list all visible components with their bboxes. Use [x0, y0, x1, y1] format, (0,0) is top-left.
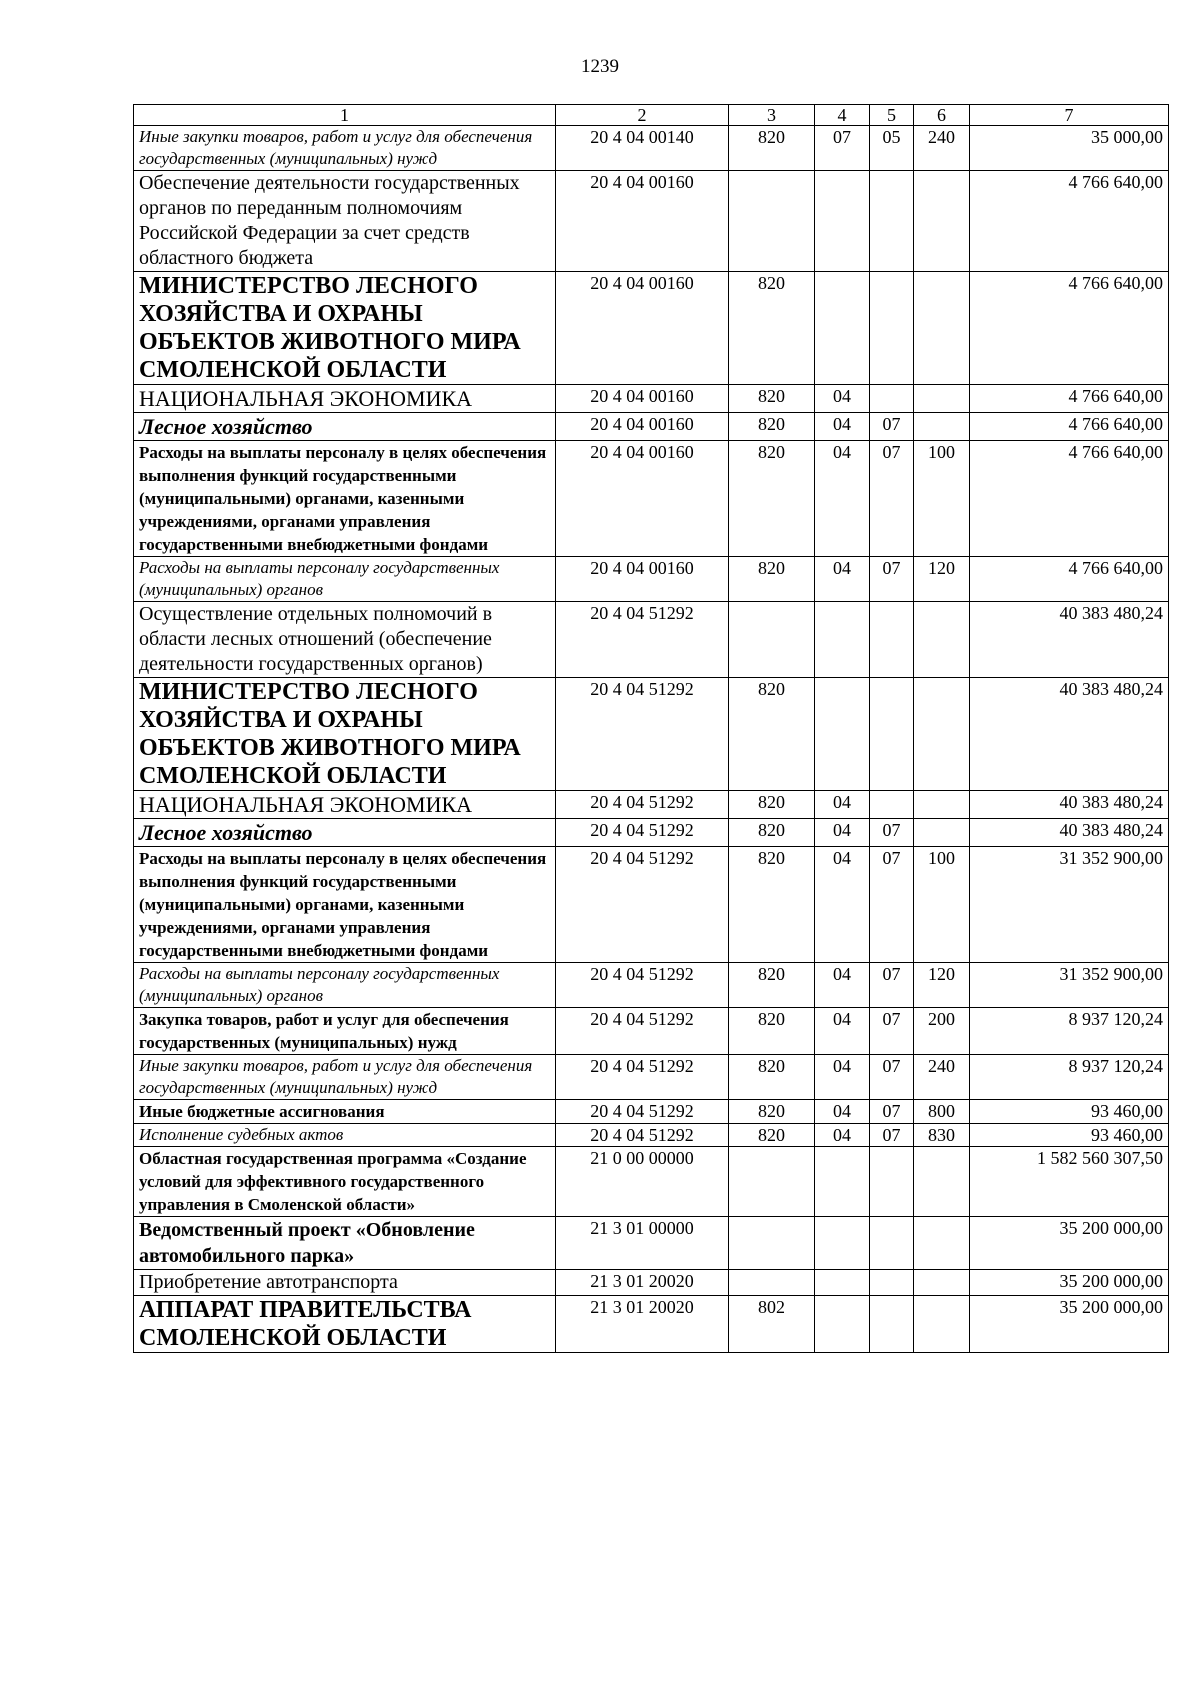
- item-name: Расходы на выплаты персоналу в целях обеспечения выполнения функций государственными (муниципальными) органами, казенными учреждениями, органами управления государственными внебюджетными фондами: [134, 441, 556, 557]
- amount: 4 766 640,00: [970, 441, 1169, 557]
- ministry-code: 820: [729, 678, 815, 791]
- table-row: [134, 385, 1169, 413]
- amount: 31 352 900,00: [970, 847, 1169, 963]
- table-row: [134, 126, 1169, 171]
- expense-type-code: [914, 272, 970, 385]
- ministry-code: [729, 602, 815, 678]
- header-cell: 4: [815, 105, 870, 126]
- section-code: 04: [815, 557, 870, 602]
- section-code: [815, 1217, 870, 1270]
- subsection-code: [870, 1270, 914, 1296]
- item-name: Расходы на выплаты персоналу государственных (муниципальных) органов: [134, 557, 556, 602]
- table-row: [134, 1100, 1169, 1124]
- amount: 4 766 640,00: [970, 557, 1169, 602]
- target-article-code: 20 4 04 00160: [556, 272, 729, 385]
- target-article-code: 20 4 04 51292: [556, 791, 729, 819]
- ministry-code: 820: [729, 963, 815, 1008]
- table-row: [134, 1008, 1169, 1055]
- expense-type-code: 830: [914, 1124, 970, 1147]
- amount: 31 352 900,00: [970, 963, 1169, 1008]
- amount: 4 766 640,00: [970, 171, 1169, 272]
- header-cell: 5: [870, 105, 914, 126]
- section-code: 04: [815, 1055, 870, 1100]
- table-row: [134, 441, 1169, 557]
- table-row: [134, 1055, 1169, 1100]
- amount: 35 200 000,00: [970, 1217, 1169, 1270]
- subsection-code: [870, 1217, 914, 1270]
- expense-type-code: 100: [914, 441, 970, 557]
- item-name: Иные бюджетные ассигнования: [134, 1100, 556, 1124]
- item-name: Иные закупки товаров, работ и услуг для обеспечения государственных (муниципальных) нужд: [134, 126, 556, 171]
- amount: 1 582 560 307,50: [970, 1147, 1169, 1217]
- expense-type-code: [914, 602, 970, 678]
- ministry-code: 820: [729, 1100, 815, 1124]
- amount: 4 766 640,00: [970, 413, 1169, 441]
- target-article-code: 20 4 04 51292: [556, 963, 729, 1008]
- subsection-code: [870, 1147, 914, 1217]
- target-article-code: 20 4 04 00140: [556, 126, 729, 171]
- target-article-code: 21 3 01 20020: [556, 1270, 729, 1296]
- item-name: Ведомственный проект «Обновление автомобильного парка»: [134, 1217, 556, 1270]
- amount: 4 766 640,00: [970, 272, 1169, 385]
- expense-type-code: 120: [914, 557, 970, 602]
- table-row: [134, 1217, 1169, 1270]
- expense-type-code: 100: [914, 847, 970, 963]
- ministry-code: 820: [729, 791, 815, 819]
- item-name: МИНИСТЕРСТВО ЛЕСНОГО ХОЗЯЙСТВА И ОХРАНЫ ОБЪЕКТОВ ЖИВОТНОГО МИРА СМОЛЕНСКОЙ ОБЛАСТИ: [134, 678, 556, 791]
- item-name: Расходы на выплаты персоналу в целях обеспечения выполнения функций государственными (муниципальными) органами, казенными учреждениями, органами управления государственными внебюджетными фондами: [134, 847, 556, 963]
- subsection-code: [870, 272, 914, 385]
- target-article-code: 21 3 01 00000: [556, 1217, 729, 1270]
- ministry-code: 820: [729, 413, 815, 441]
- header-cell: 1: [134, 105, 556, 126]
- subsection-code: 07: [870, 1055, 914, 1100]
- target-article-code: 20 4 04 00160: [556, 441, 729, 557]
- subsection-code: 07: [870, 413, 914, 441]
- item-name: НАЦИОНАЛЬНАЯ ЭКОНОМИКА: [134, 385, 556, 413]
- target-article-code: 20 4 04 51292: [556, 1124, 729, 1147]
- item-name: Приобретение автотранспорта: [134, 1270, 556, 1296]
- ministry-code: 820: [729, 819, 815, 847]
- table-row: [134, 847, 1169, 963]
- ministry-code: 820: [729, 272, 815, 385]
- section-code: [815, 272, 870, 385]
- section-code: 04: [815, 1008, 870, 1055]
- ministry-code: 802: [729, 1296, 815, 1353]
- table-row: [134, 791, 1169, 819]
- section-code: 07: [815, 126, 870, 171]
- item-name: МИНИСТЕРСТВО ЛЕСНОГО ХОЗЯЙСТВА И ОХРАНЫ ОБЪЕКТОВ ЖИВОТНОГО МИРА СМОЛЕНСКОЙ ОБЛАСТИ: [134, 272, 556, 385]
- amount: 93 460,00: [970, 1124, 1169, 1147]
- section-code: [815, 171, 870, 272]
- amount: 4 766 640,00: [970, 385, 1169, 413]
- amount: 40 383 480,24: [970, 602, 1169, 678]
- item-name: АППАРАТ ПРАВИТЕЛЬСТВА СМОЛЕНСКОЙ ОБЛАСТИ: [134, 1296, 556, 1353]
- table-row: [134, 963, 1169, 1008]
- expense-type-code: [914, 1147, 970, 1217]
- expense-type-code: [914, 678, 970, 791]
- table-row: [134, 1296, 1169, 1353]
- item-name: Лесное хозяйство: [134, 413, 556, 441]
- budget-table: [133, 104, 1169, 1353]
- expense-type-code: [914, 171, 970, 272]
- subsection-code: 07: [870, 557, 914, 602]
- ministry-code: 820: [729, 1055, 815, 1100]
- header-cell: 7: [970, 105, 1169, 126]
- ministry-code: 820: [729, 385, 815, 413]
- expense-type-code: 200: [914, 1008, 970, 1055]
- ministry-code: [729, 1270, 815, 1296]
- target-article-code: 21 0 00 00000: [556, 1147, 729, 1217]
- table-row: [134, 602, 1169, 678]
- expense-type-code: [914, 1270, 970, 1296]
- section-code: 04: [815, 441, 870, 557]
- subsection-code: [870, 791, 914, 819]
- section-code: 04: [815, 847, 870, 963]
- subsection-code: 07: [870, 819, 914, 847]
- subsection-code: 07: [870, 1008, 914, 1055]
- amount: 35 000,00: [970, 126, 1169, 171]
- header-row: [134, 105, 1169, 126]
- table-row: [134, 1270, 1169, 1296]
- target-article-code: 20 4 04 51292: [556, 1055, 729, 1100]
- item-name: Обеспечение деятельности государственных органов по переданным полномочиям Российской Федерации за счет средств областного бюджета: [134, 171, 556, 272]
- section-code: 04: [815, 1100, 870, 1124]
- target-article-code: 20 4 04 00160: [556, 385, 729, 413]
- item-name: Расходы на выплаты персоналу государственных (муниципальных) органов: [134, 963, 556, 1008]
- table-body: [134, 126, 1169, 1353]
- amount: 40 383 480,24: [970, 791, 1169, 819]
- expense-type-code: [914, 385, 970, 413]
- subsection-code: [870, 678, 914, 791]
- section-code: [815, 1270, 870, 1296]
- section-code: [815, 678, 870, 791]
- table-row: [134, 557, 1169, 602]
- item-name: Закупка товаров, работ и услуг для обеспечения государственных (муниципальных) нужд: [134, 1008, 556, 1055]
- subsection-code: [870, 385, 914, 413]
- section-code: [815, 1147, 870, 1217]
- ministry-code: [729, 171, 815, 272]
- table-row: [134, 819, 1169, 847]
- target-article-code: 20 4 04 51292: [556, 1008, 729, 1055]
- page-number: 1239: [581, 56, 619, 77]
- target-article-code: 20 4 04 51292: [556, 602, 729, 678]
- table-row: [134, 1147, 1169, 1217]
- target-article-code: 20 4 04 51292: [556, 678, 729, 791]
- table-row: [134, 678, 1169, 791]
- table-row: [134, 1124, 1169, 1147]
- subsection-code: 07: [870, 441, 914, 557]
- item-name: Исполнение судебных актов: [134, 1124, 556, 1147]
- table-row: [134, 272, 1169, 385]
- amount: 93 460,00: [970, 1100, 1169, 1124]
- ministry-code: [729, 1147, 815, 1217]
- table-row: [134, 171, 1169, 272]
- item-name: Лесное хозяйство: [134, 819, 556, 847]
- expense-type-code: 800: [914, 1100, 970, 1124]
- amount: 8 937 120,24: [970, 1008, 1169, 1055]
- subsection-code: [870, 602, 914, 678]
- ministry-code: 820: [729, 1124, 815, 1147]
- target-article-code: 20 4 04 00160: [556, 171, 729, 272]
- ministry-code: 820: [729, 1008, 815, 1055]
- subsection-code: 07: [870, 847, 914, 963]
- expense-type-code: [914, 413, 970, 441]
- header-cell: 3: [729, 105, 815, 126]
- ministry-code: 820: [729, 847, 815, 963]
- amount: 35 200 000,00: [970, 1270, 1169, 1296]
- target-article-code: 20 4 04 51292: [556, 819, 729, 847]
- item-name: Иные закупки товаров, работ и услуг для обеспечения государственных (муниципальных) нужд: [134, 1055, 556, 1100]
- ministry-code: 820: [729, 557, 815, 602]
- target-article-code: 20 4 04 51292: [556, 1100, 729, 1124]
- expense-type-code: [914, 1296, 970, 1353]
- subsection-code: 07: [870, 1124, 914, 1147]
- subsection-code: 07: [870, 1100, 914, 1124]
- subsection-code: [870, 171, 914, 272]
- target-article-code: 20 4 04 00160: [556, 413, 729, 441]
- item-name: Областная государственная программа «Создание условий для эффективного государственного управления в Смоленской области»: [134, 1147, 556, 1217]
- expense-type-code: [914, 791, 970, 819]
- amount: 35 200 000,00: [970, 1296, 1169, 1353]
- section-code: 04: [815, 819, 870, 847]
- section-code: 04: [815, 963, 870, 1008]
- item-name: НАЦИОНАЛЬНАЯ ЭКОНОМИКА: [134, 791, 556, 819]
- ministry-code: 820: [729, 441, 815, 557]
- section-code: 04: [815, 385, 870, 413]
- item-name: Осуществление отдельных полномочий в области лесных отношений (обеспечение деятельности государственных органов): [134, 602, 556, 678]
- table-row: [134, 413, 1169, 441]
- target-article-code: 21 3 01 20020: [556, 1296, 729, 1353]
- section-code: 04: [815, 1124, 870, 1147]
- target-article-code: 20 4 04 51292: [556, 847, 729, 963]
- section-code: [815, 1296, 870, 1353]
- amount: 40 383 480,24: [970, 678, 1169, 791]
- section-code: 04: [815, 413, 870, 441]
- header-cell: 2: [556, 105, 729, 126]
- expense-type-code: [914, 819, 970, 847]
- header-cell: 6: [914, 105, 970, 126]
- section-code: [815, 602, 870, 678]
- target-article-code: 20 4 04 00160: [556, 557, 729, 602]
- expense-type-code: 120: [914, 963, 970, 1008]
- section-code: 04: [815, 791, 870, 819]
- expense-type-code: 240: [914, 1055, 970, 1100]
- subsection-code: 05: [870, 126, 914, 171]
- amount: 8 937 120,24: [970, 1055, 1169, 1100]
- ministry-code: [729, 1217, 815, 1270]
- subsection-code: 07: [870, 963, 914, 1008]
- expense-type-code: 240: [914, 126, 970, 171]
- subsection-code: [870, 1296, 914, 1353]
- expense-type-code: [914, 1217, 970, 1270]
- ministry-code: 820: [729, 126, 815, 171]
- amount: 40 383 480,24: [970, 819, 1169, 847]
